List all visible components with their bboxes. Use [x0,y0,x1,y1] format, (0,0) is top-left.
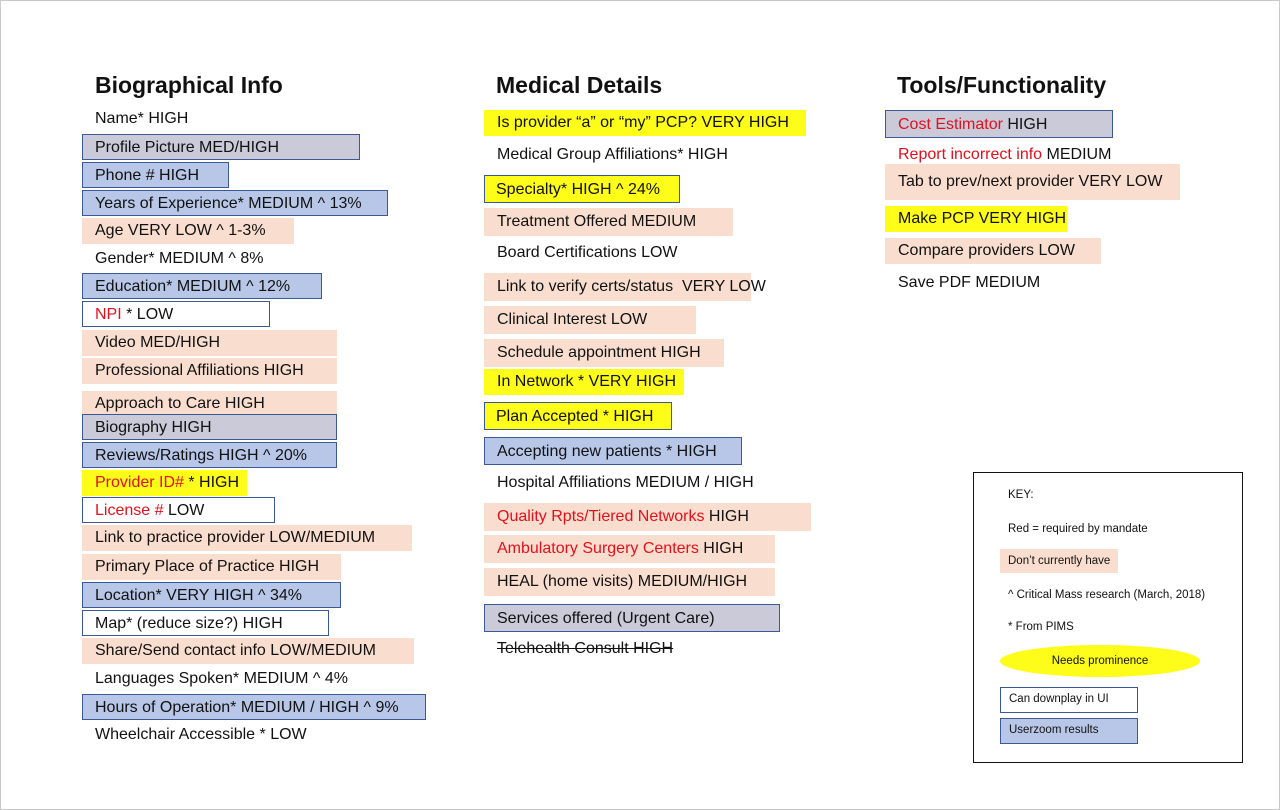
required-label: NPI [95,306,122,323]
item-label: Save PDF MEDIUM [898,274,1041,291]
list-item [82,582,341,608]
item-label: Specialty* HIGH ^ 24% [496,181,661,198]
item-label: Clinical Interest LOW [497,311,648,328]
required-label: License # [95,502,164,519]
list-item [484,240,678,266]
list-item [484,369,684,395]
list-item [484,339,724,367]
item-label: Languages Spoken* MEDIUM ^ 4% [95,670,348,687]
list-item [82,722,307,748]
list-item [82,246,263,272]
list-item [82,525,412,551]
list-item [484,503,811,531]
list-item [484,110,806,136]
required-label: Ambulatory Surgery Centers [497,540,699,557]
key-legend [973,472,1243,763]
key-dont-have: Don’t currently have [1000,549,1118,573]
item-label: Age VERY LOW ^ 1-3% [95,222,266,239]
item-label: MEDIUM [1042,146,1112,163]
item-label: Location* VERY HIGH ^ 34% [95,587,303,604]
item-label: Reviews/Ratings HIGH ^ 20% [95,447,308,464]
item-label: Profile Picture MED/HIGH [95,139,280,156]
list-item [82,330,337,356]
list-item [82,694,426,720]
item-label: Video MED/HIGH [95,334,221,351]
item-label: * LOW [121,306,174,323]
heading-tools-functionality: Tools/Functionality [897,72,1107,98]
list-item [484,208,733,236]
item-label: Wheelchair Accessible * LOW [95,726,307,743]
item-label: Years of Experience* MEDIUM ^ 13% [95,195,362,212]
list-item [484,402,672,430]
list-item [82,666,348,692]
item-label: Education* MEDIUM ^ 12% [95,278,291,295]
item-label: Hours of Operation* MEDIUM / HIGH ^ 9% [95,699,399,716]
item-label: Phone # HIGH [95,167,200,184]
list-item [484,470,754,496]
list-item [885,164,1180,200]
item-label: HIGH [704,508,749,525]
list-item [484,437,742,465]
item-label: Gender* MEDIUM ^ 8% [95,250,264,267]
item-label: Hospital Affiliations MEDIUM / HIGH [497,474,754,491]
item-label: Tab to prev/next provider VERY LOW [898,173,1163,190]
list-item [82,442,337,468]
item-label: Board Certifications LOW [497,244,678,261]
list-item [82,610,329,636]
list-item [82,497,275,523]
list-item [484,604,780,632]
list-item [484,142,728,168]
item-label: Is provider “a” or “my” PCP? VERY HIGH [497,114,789,131]
item-label: HIGH [698,540,744,557]
item-label: Accepting new patients * HIGH [497,443,717,460]
list-item [82,106,188,132]
key-critical-mass: ^ Critical Mass research (March, 2018) [1008,589,1206,601]
item-label: HEAL (home visits) MEDIUM/HIGH [497,573,748,590]
required-label: Cost Estimator [898,116,1003,133]
list-item [82,162,229,188]
list-item [484,636,673,662]
item-label: Schedule appointment HIGH [497,344,701,361]
list-item [82,273,322,299]
list-item [885,110,1113,138]
heading-biographical-info: Biographical Info [95,72,283,98]
item-label: Professional Affiliations HIGH [95,362,304,379]
key-needs-prominence: Needs prominence [1000,645,1200,677]
list-item [484,568,775,596]
item-label: HIGH [1002,116,1048,133]
list-item [484,306,696,334]
list-item [82,190,388,216]
key-title: KEY: [1008,489,1034,501]
item-label: Approach to Care HIGH [95,395,265,412]
item-label: Services offered (Urgent Care) [497,610,715,627]
list-item [82,218,294,244]
list-item [885,270,1040,296]
heading-medical-details: Medical Details [496,72,663,98]
item-label: Biography HIGH [95,419,212,436]
required-label: Report incorrect info [898,146,1043,163]
key-red-required: Red = required by mandate [1008,523,1148,535]
list-item [82,638,414,664]
list-item [885,238,1101,264]
list-item [484,535,775,563]
item-label: Compare providers LOW [898,242,1075,259]
item-label: Name* HIGH [95,110,189,127]
item-label: Telehealth Consult HIGH [497,640,674,657]
item-label: Plan Accepted * HIGH [496,408,654,425]
required-label: Quality Rpts/Tiered Networks [497,508,705,525]
item-label: Link to practice provider LOW/MEDIUM [95,529,376,546]
list-item [82,134,360,160]
list-item [82,358,337,384]
key-can-downplay: Can downplay in UI [1000,687,1138,713]
list-item [82,554,341,580]
list-item [885,206,1067,232]
item-label: Medical Group Affiliations* HIGH [497,146,728,163]
item-label: * HIGH [183,474,240,491]
item-label: Primary Place of Practice HIGH [95,558,320,575]
key-from-pims: * From PIMS [1008,621,1074,633]
key-userzoom: Userzoom results [1000,718,1138,744]
list-item [82,414,337,440]
item-label: Map* (reduce size?) HIGH [95,615,283,632]
list-item [82,301,270,327]
item-label: In Network * VERY HIGH [497,373,677,390]
list-item [82,470,247,496]
item-label: LOW [163,502,205,519]
item-label: Link to verify certs/status VERY LOW [497,278,766,295]
list-item [484,175,680,203]
item-label: Make PCP VERY HIGH [898,210,1067,227]
item-label: Treatment Offered MEDIUM [497,213,697,230]
required-label: Provider ID# [95,474,184,491]
list-item [484,273,766,301]
item-label: Share/Send contact info LOW/MEDIUM [95,642,376,659]
